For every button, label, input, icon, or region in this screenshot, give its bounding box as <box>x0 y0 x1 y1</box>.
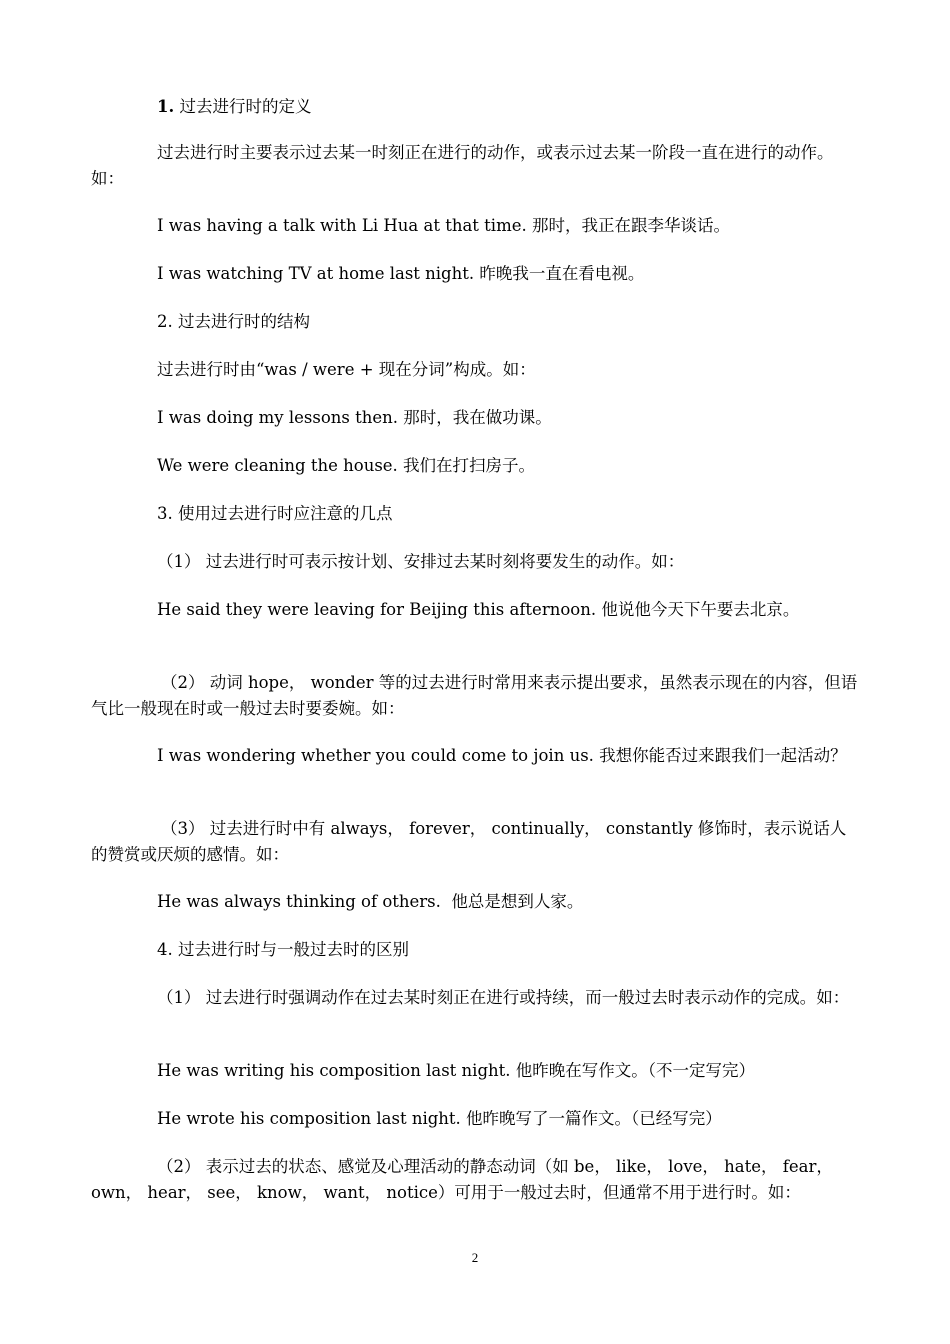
page-number: 2 <box>471 1250 479 1265</box>
usage-note-3: （3） 过去进行时中有 always， forever， continually， constantly 修饰时，表示说话人的赞赏或厌烦的感情。如： <box>91 819 847 864</box>
section-heading-1: 1. 过去进行时的定义 <box>157 97 312 116</box>
section-heading-4: 4. 过去进行时与一般过去时的区别 <box>157 940 409 959</box>
section-heading-2: 2. 过去进行时的结构 <box>157 312 310 331</box>
example-sentence: He said they were leaving for Beijing this afternoon. 他说他今天下午要去北京。 <box>157 600 800 619</box>
definition-paragraph: 过去进行时主要表示过去某一时刻正在进行的动作，或表示过去某一阶段一直在进行的动作。如： <box>91 143 834 188</box>
difference-note-2: （2） 表示过去的状态、感觉及心理活动的静态动词（如 be， like， love， hate， fear， own， hear， see， know， want， notice）可用于一般过去时，但通常不用于进行时。如： <box>91 1157 839 1202</box>
section-number: 1. <box>157 97 175 116</box>
example-sentence: We were cleaning the house. 我们在打扫房子。 <box>157 456 536 475</box>
example-sentence: I was doing my lessons then. 那时，我在做功课。 <box>157 408 552 427</box>
example-sentence: I was wondering whether you could come to join us. 我想你能否过来跟我们一起活动？ <box>157 746 847 765</box>
usage-note-1: （1） 过去进行时可表示按计划、安排过去某时刻将要发生的动作。如： <box>157 552 685 571</box>
usage-note-2: （2） 动词 hope， wonder 等的过去进行时常用来表示提出要求，虽然表示现在的内容，但语气比一般现在时或一般过去时要委婉。如： <box>91 673 858 718</box>
structure-paragraph: 过去进行时由“was / were + 现在分词”构成。如： <box>157 360 536 379</box>
example-sentence: I was watching TV at home last night. 昨晚我一直在看电视。 <box>157 264 645 283</box>
example-sentence: I was having a talk with Li Hua at that time. 那时，我正在跟李华谈话。 <box>157 216 730 235</box>
example-sentence: He was writing his composition last night. 他昨晚在写作文。（不一定写完） <box>157 1061 756 1080</box>
section-heading-3: 3. 使用过去进行时应注意的几点 <box>157 504 393 523</box>
example-sentence: He wrote his composition last night. 他昨晚写了一篇作文。（已经写完） <box>157 1109 722 1128</box>
example-sentence: He was always thinking of others. 他总是想到人家。 <box>157 892 584 911</box>
difference-note-1: （1） 过去进行时强调动作在过去某时刻正在进行或持续，而一般过去时表示动作的完成。如： <box>157 988 850 1007</box>
